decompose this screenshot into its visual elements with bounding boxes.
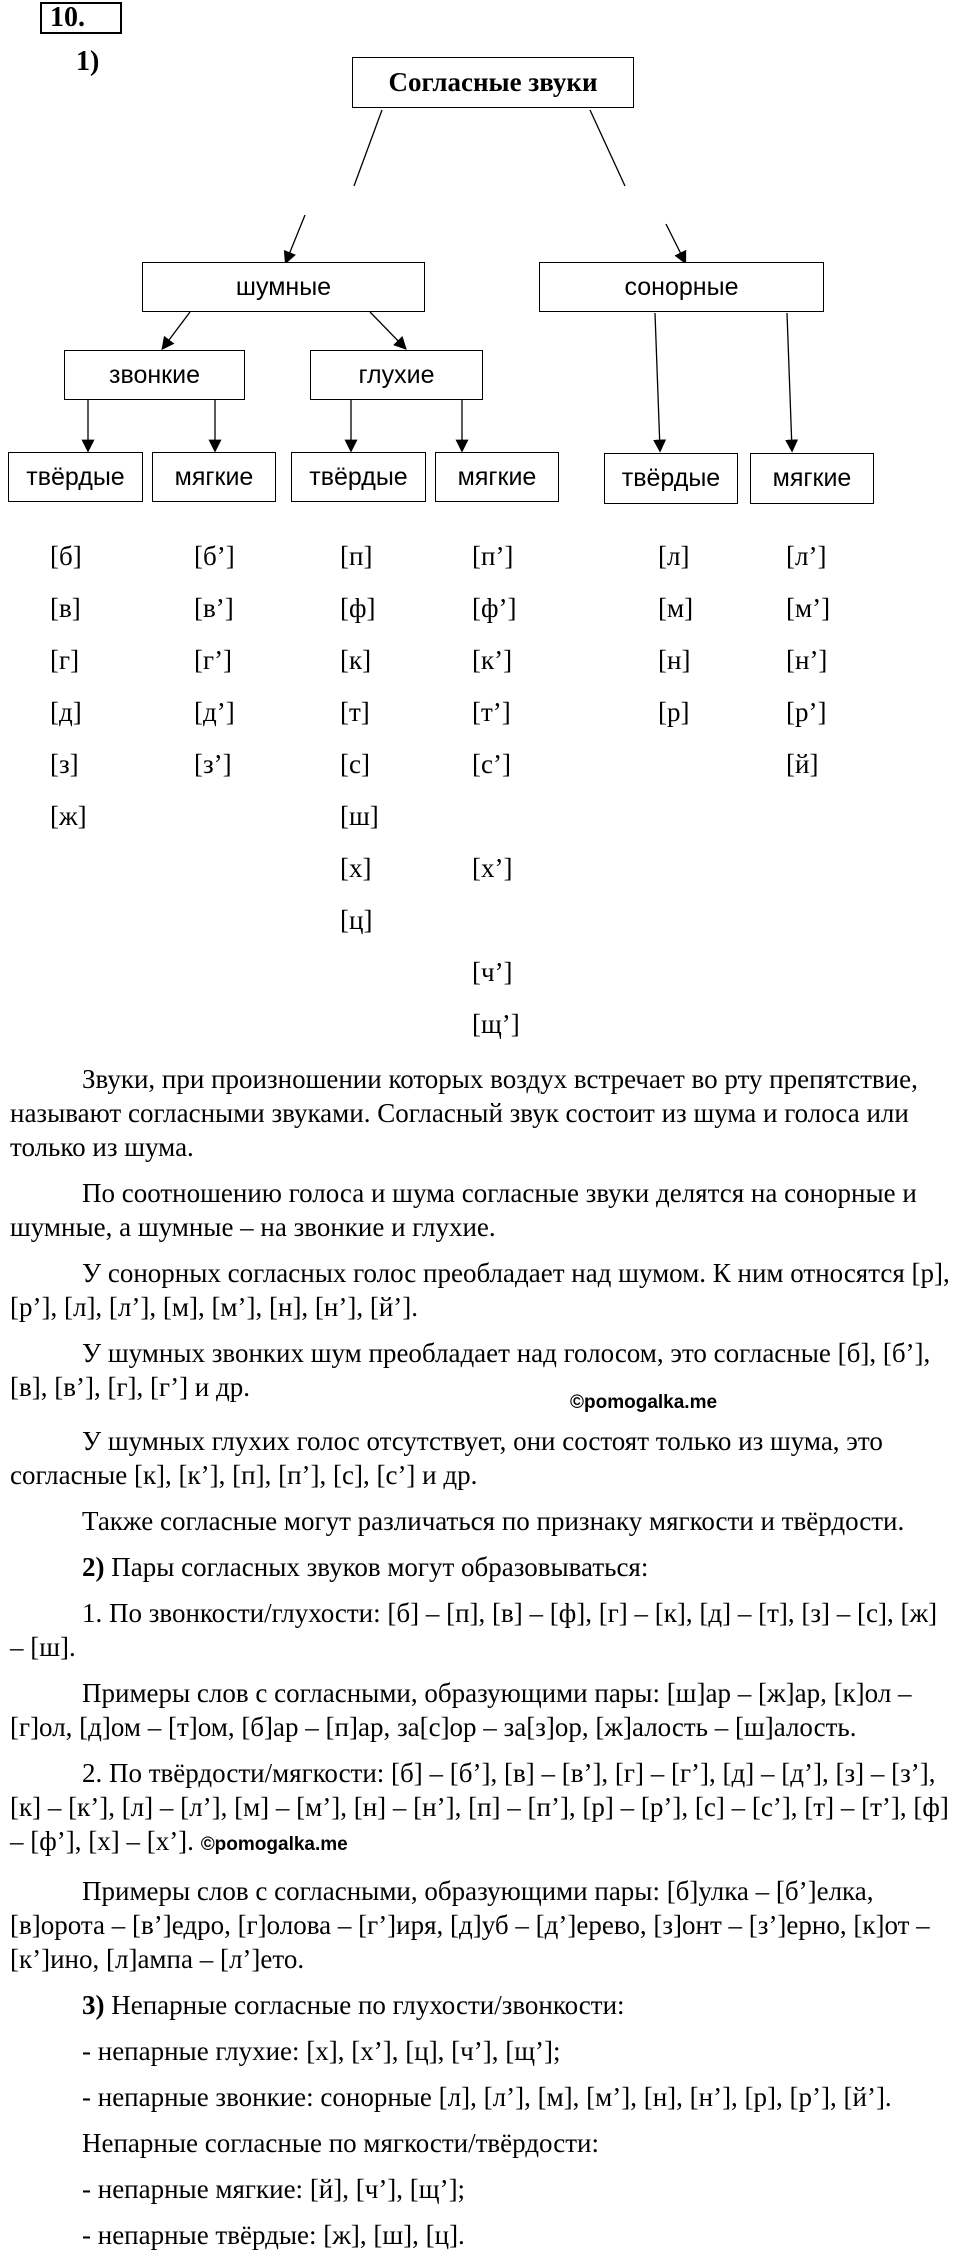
- paragraph-2: По соотношению голоса и шума согласные звуки делятся на сонорные и шумные, а шумные – на звонкие и глухие.: [10, 1178, 917, 1242]
- paragraph-12: 3) Непарные согласные по глухости/звонкости:: [82, 1990, 625, 2020]
- theory-text: [10, 1062, 950, 2264]
- paragraph-3: У сонорных согласных голос преобладает над шумом. К ним относятся [р], [р’], [л], [л’], [м], [м’], [н], [н’], [й’].: [10, 1258, 950, 1322]
- arrow-sonorant-soft: [787, 313, 792, 450]
- node-voiceless-soft: мягкие: [435, 452, 559, 502]
- paragraph-6: Также согласные могут различаться по признаку мягкости и твёрдости.: [82, 1506, 905, 1536]
- column-voiced-soft: [б’] [в’] [г’] [д’] [з’]: [194, 541, 235, 779]
- watermark: ©pomogalka.me: [570, 1392, 718, 1413]
- line-root-sonorant-upper: [590, 110, 625, 186]
- node-voiced-hard: твёрдые: [8, 452, 143, 502]
- paragraph-4: У шумных звонких шум преобладает над голосом, это согласные [б], [б’], [в], [в’], [г], [г’] и др.: [10, 1338, 931, 1402]
- paragraph-8: 1. По звонкости/глухости: [б] – [п], [в] – [ф], [г] – [к], [д] – [т], [з] – [с], [ж] – [ш].: [10, 1598, 938, 1662]
- node-voiceless: глухие: [310, 350, 483, 400]
- arrow-noisy-voiced: [163, 312, 190, 348]
- exercise-number: 10.: [40, 2, 122, 34]
- node-consonants: Согласные звуки: [352, 57, 634, 108]
- node-voiced: звонкие: [64, 350, 245, 400]
- node-sonorant-soft: мягкие: [750, 453, 874, 504]
- part-1-label: 1): [76, 46, 100, 77]
- part-2-label: 2): [82, 1552, 105, 1582]
- paragraph-11: Примеры слов с согласными, образующими пары: [б]улка – [б’]елка, [в]орота – [в’]едро, [г]олова – [г’]иря, [д]уб – [д’]ерево, [з]онт – [з’]ерно, [к]от – [к’]ино, [л]ампа – [л’]ето.: [10, 1876, 930, 1974]
- paragraph-10: 2. По твёрдости/мягкости: [б] – [б’], [в] – [в’], [г] – [г’], [д] – [д’], [з] – [з’], [к] – [к’], [л] – [л’], [м] – [м’], [н] – [н’], [п] – [п’], [р] – [р’], [с] – [с’], [т] – [т’], [ф] – [ф’], [х] – [х’]. ©pomogalka.me: [10, 1758, 949, 1856]
- part-3-label: 3): [82, 1990, 105, 2020]
- line-root-noisy-upper: [354, 110, 382, 186]
- node-voiceless-hard: твёрдые: [291, 452, 426, 502]
- column-voiced-hard: [б] [в] [г] [д] [з] [ж]: [50, 541, 87, 831]
- column-sonorant-hard: [л] [м] [н] [р]: [658, 541, 694, 727]
- paragraph-9: Примеры слов с согласными, образующими пары: [ш]ар – [ж]ар, [к]ол – [г]ол, [д]ом – [т]ом, [б]ар – [п]ар, за[с]ор – за[з]ор, [ж]алость – [ш]алость.: [10, 1678, 912, 1742]
- paragraph-15: Непарные согласные по мягкости/твёрдости:: [82, 2128, 599, 2158]
- column-voiceless-hard: [п] [ф] [к] [т] [с] [ш] [х] [ц]: [340, 541, 379, 935]
- node-sonorant: сонорные: [539, 262, 824, 312]
- paragraph-13: - непарные глухие: [х], [х’], [ц], [ч’], [щ’];: [82, 2036, 561, 2066]
- paragraph-16: - непарные мягкие: [й], [ч’], [щ’];: [82, 2174, 466, 2204]
- node-voiced-soft: мягкие: [152, 452, 276, 502]
- column-sonorant-soft: [л’] [м’] [н’] [р’] [й]: [786, 541, 831, 779]
- paragraph-7: 2) Пары согласных звуков могут образовываться:: [82, 1552, 649, 1582]
- node-sonorant-hard: твёрдые: [604, 453, 738, 504]
- paragraph-14: - непарные звонкие: сонорные [л], [л’], [м], [м’], [н], [н’], [р], [р’], [й’].: [82, 2082, 892, 2112]
- arrow-noisy-voiceless: [370, 312, 405, 348]
- paragraph-1: Звуки, при произношении которых воздух встречает во рту препятствие, называют согласными звуками. Согласный звук состоит из шума и голоса или только из шума.: [10, 1064, 918, 1162]
- node-noisy: шумные: [142, 262, 425, 312]
- column-voiceless-soft: [п’] [ф’] [к’] [т’] [с’] [х’] [ч’] [щ’]: [472, 541, 520, 1039]
- watermark-inline: ©pomogalka.me: [200, 1834, 348, 1855]
- arrow-root-sonorant: [666, 224, 685, 262]
- paragraph-5: У шумных глухих голос отсутствует, они состоят только из шума, это согласные [к], [к’], [п], [п’], [с], [с’] и др.: [10, 1426, 883, 1490]
- paragraph-17: - непарные твёрдые: [ж], [ш], [ц].: [82, 2220, 465, 2250]
- arrow-root-noisy: [286, 215, 305, 262]
- arrow-sonorant-hard: [655, 313, 660, 450]
